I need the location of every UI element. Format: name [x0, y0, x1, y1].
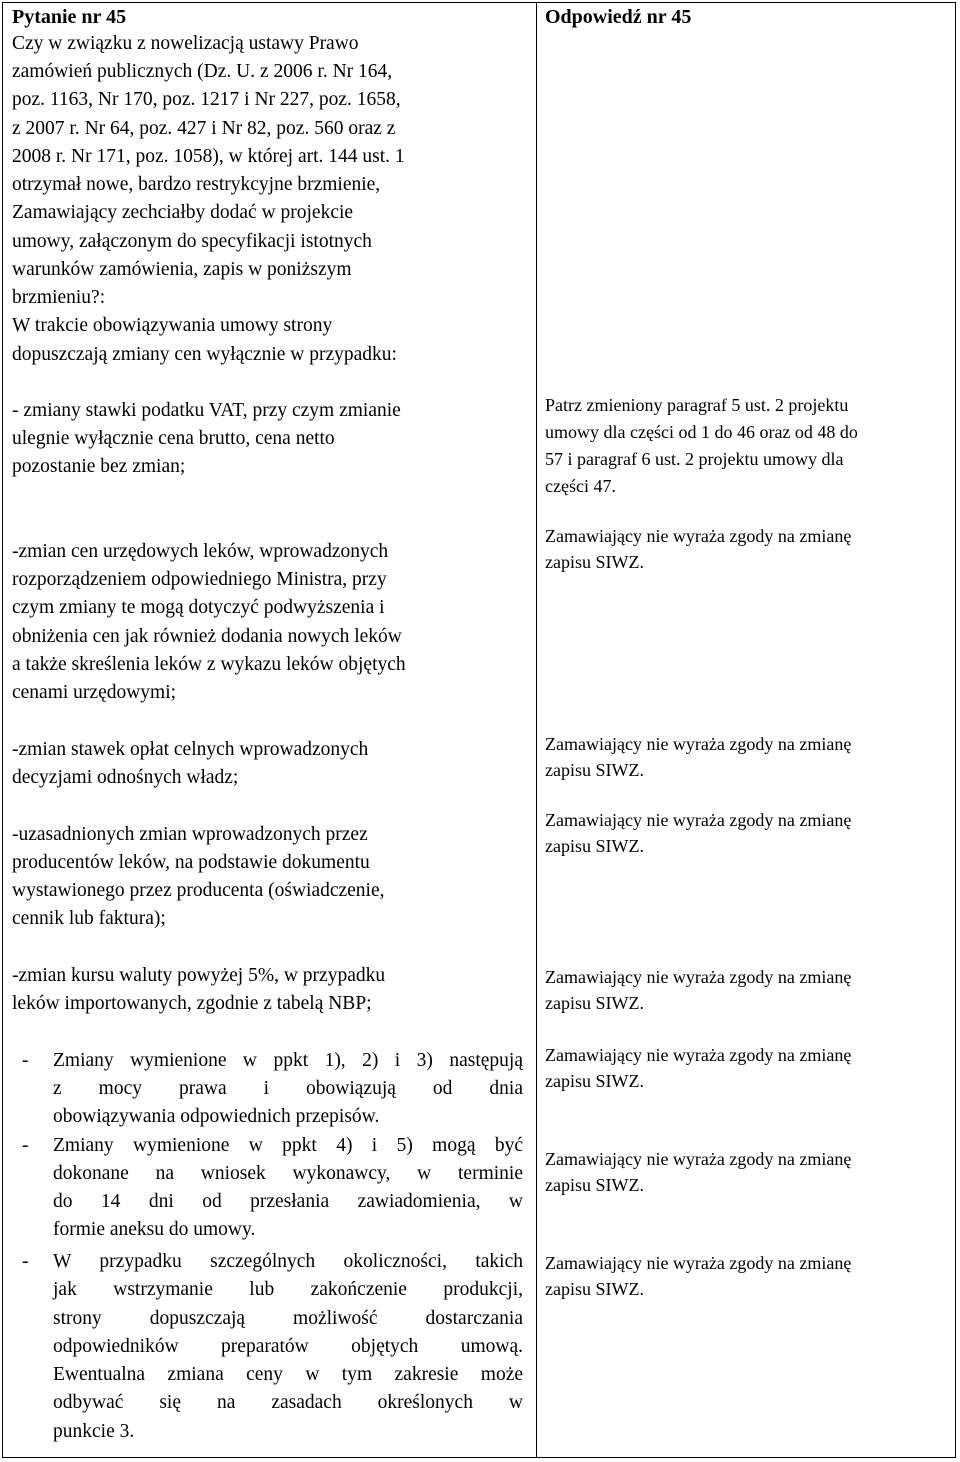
question-title: Pytanie nr 45 [12, 6, 127, 28]
dash-marker: - [22, 1251, 29, 1272]
column-divider [536, 3, 537, 1457]
dash-marker: - [22, 1135, 29, 1156]
answer-title: Odpowiedź nr 45 [545, 6, 692, 28]
dash-marker: - [22, 1050, 29, 1071]
